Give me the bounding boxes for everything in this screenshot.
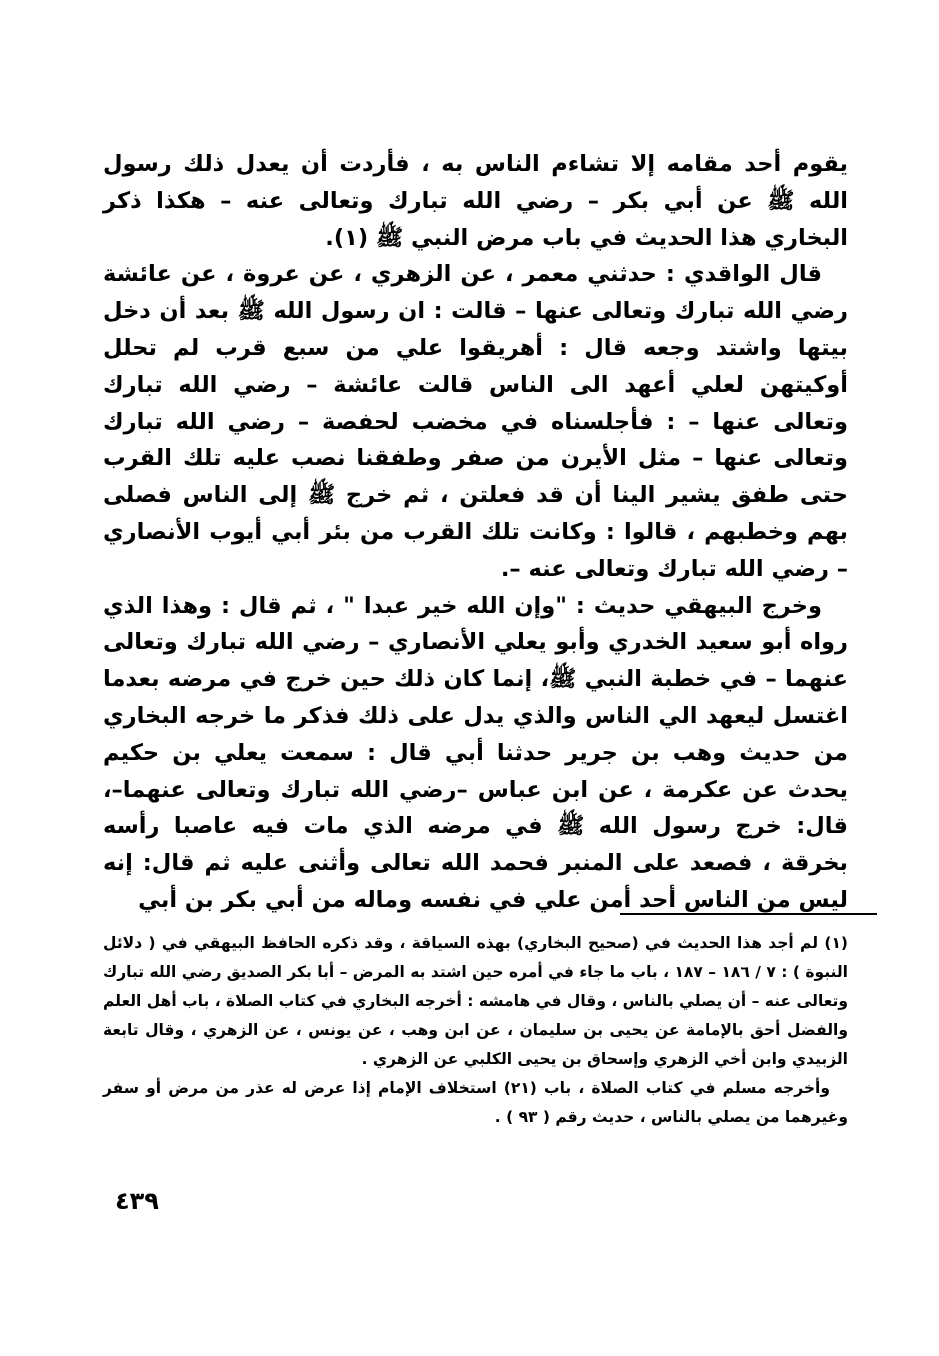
footnote-1-continued: وأخرجه مسلم في كتاب الصلاة ، باب (٢١) استخلاف الإمام إذا عرض له عذر من مرض أو سفر وغيرهما من يصلي بالناس ، حديث رقم ( ٩٣ ) . xyxy=(103,1079,848,1126)
main-text-body xyxy=(103,146,848,919)
paragraph-1: يقوم أحد مقامه إلا تشاءم الناس به ، فأردت أن يعدل ذلك رسول الله ﷺ عن أبي بكر – رضي الله تبارك وتعالى عنه – هكذا ذكر البخاري هذا الحديث في باب مرض النبي ﷺ (١). xyxy=(103,151,848,251)
paragraph-2: قال الواقدي : حدثني معمر ، عن الزهري ، عن عروة ، عن عائشة رضي الله تبارك وتعالى عنها – قالت : ان رسول الله ﷺ بعد أن دخل بيتها واشتد وجعه قال : أهريقوا علي من سبع قرب لم تحلل أوكيتهن لعلي أعهد الى الناس قالت عائشة – رضي الله تبارك وتعالى عنها – : فأجلسناه في مخضب لحفصة – رضي الله تبارك وتعالى عنها – مثل الأيرن من صفر وطفقنا نصب عليه تلك القرب حتى طفق يشير الينا أن قد فعلتن ، ثم خرج ﷺ إلى الناس فصلى بهم وخطبهم ، قالوا : وكانت تلك القرب من بئر أبي أيوب الأنصاري – رضي الله تبارك وتعالى عنه –. xyxy=(103,261,848,582)
paragraph-3: وخرج البيهقي حديث : "وإن الله خير عبدا " ، ثم قال : وهذا الذي رواه أبو سعيد الخدري وأبو يعلي الأنصاري – رضي الله تبارك وتعالى عنهما – في خطبة النبي ﷺ، إنما كان ذلك حين خرج في مرضه بعدما اغتسل ليعهد الي الناس والذي يدل على ذلك فذكر ما خرجه البخاري من حديث وهب بن جرير حدثنا أبي قال : سمعت يعلي بن حكيم يحدث عن عكرمة ، عن ابن عباس –رضي الله تبارك وتعالى عنهما–، قال: خرج رسول الله ﷺ في مرضه الذي مات فيه عاصبا رأسه بخرقة ، فصعد على المنبر فحمد الله تعالى وأثنى عليه ثم قال: إنه ليس من الناس أحد أمن علي في نفسه وماله من أبي بكر بن أبي xyxy=(103,592,848,913)
footnote-divider xyxy=(620,913,877,915)
footnotes-section xyxy=(103,929,848,1132)
footnote-1: (١) لم أجد هذا الحديث في (صحيح البخاري) بهذه السياقة ، وقد ذكره الحافظ البيهقي في ( دلائل النبوة ) : ٧ / ١٨٦ – ١٨٧ ، باب ما جاء في أمره حين اشتد به المرض – أبا بكر الصديق رضي الله تبارك وتعالى عنه – أن يصلي بالناس ، وقال في هامشه : أخرجه البخاري في كتاب الصلاة ، باب أهل العلم والفضل أحق بالإمامة عن يحيى بن سليمان ، عن ابن وهب ، عن يونس ، عن الزهري ، وقال تابعة الزبيدي وابن أخي الزهري وإسحاق بن يحيى الكلبي عن الزهري . xyxy=(103,934,848,1068)
page-number: ٤٣٩ xyxy=(115,1187,159,1215)
